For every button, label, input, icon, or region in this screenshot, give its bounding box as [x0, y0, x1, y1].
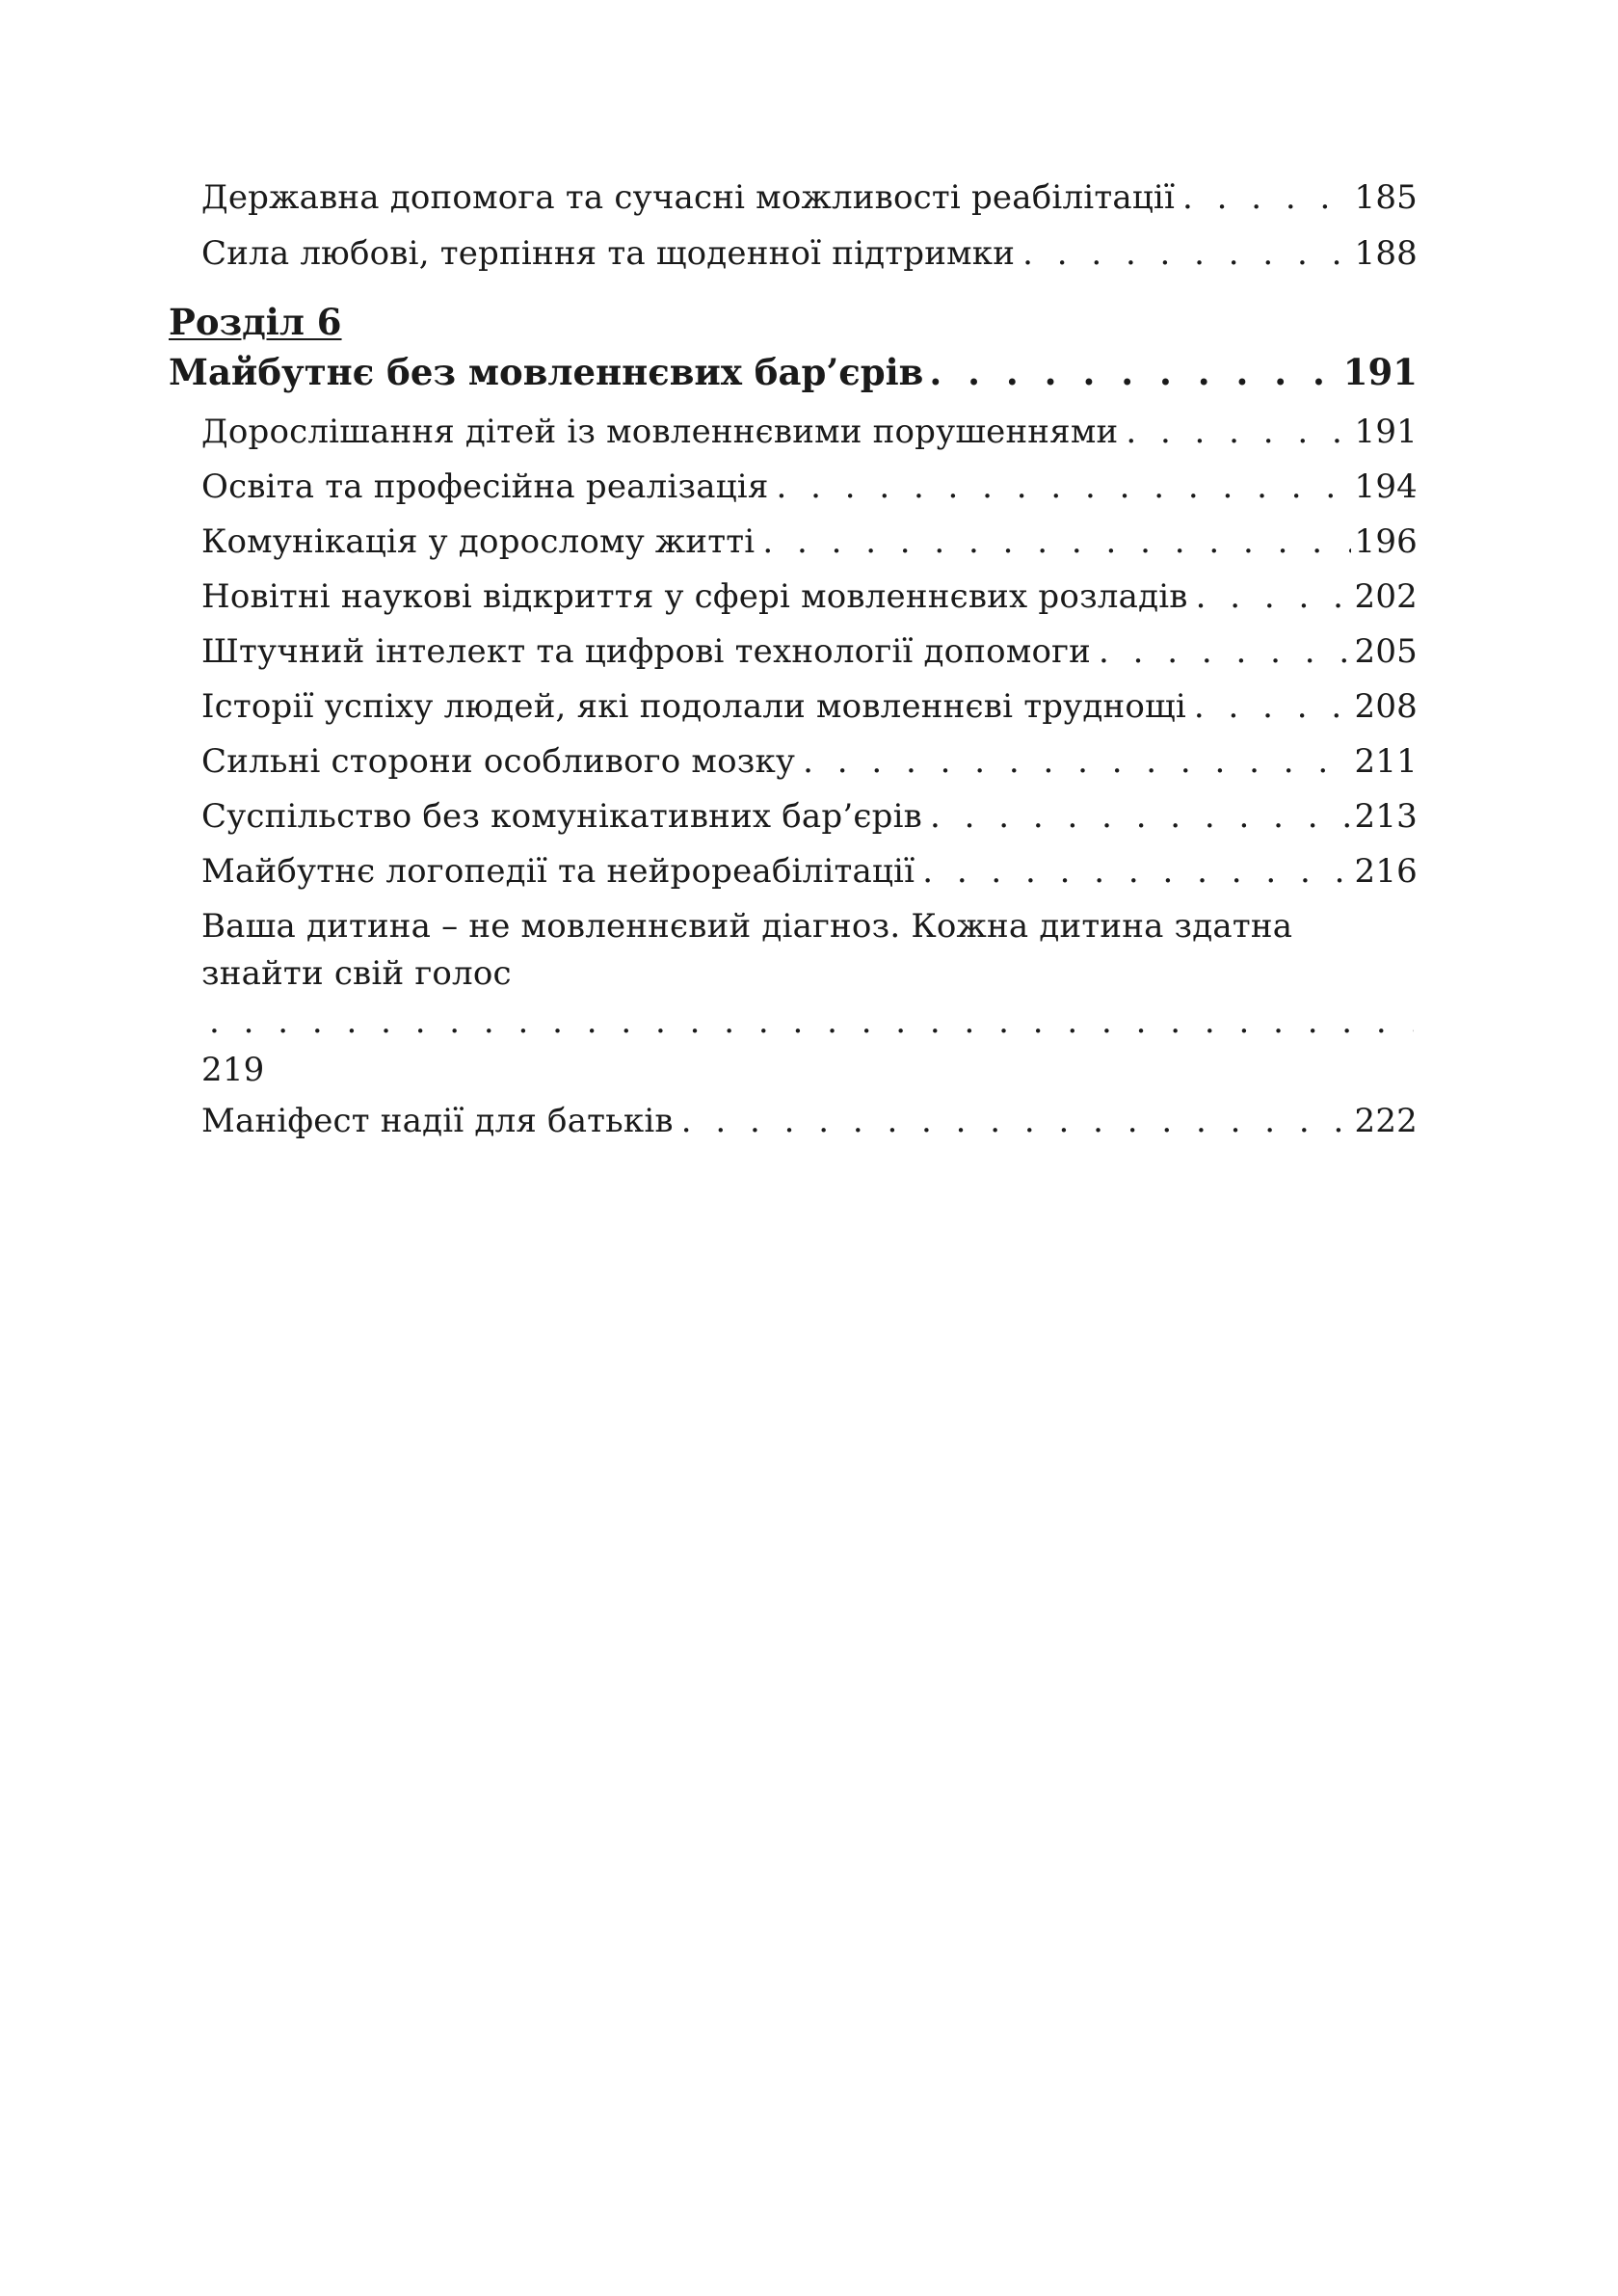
dot-leader [1182, 170, 1350, 226]
toc-entry[interactable] [169, 680, 1418, 734]
dot-leader [922, 844, 1350, 899]
toc-entry-page: 191 [1354, 413, 1418, 451]
toc-entry[interactable] [169, 625, 1418, 680]
toc-entry-title: Суспільство без комунікативних бар’єрів [201, 797, 922, 836]
toc-entry-title: Майбутнє логопедії та нейрореабілітації [201, 852, 915, 891]
dot-leader [1022, 226, 1350, 281]
toc-entry-title: Державна допомога та сучасні можливості реабілітації [201, 178, 1176, 217]
chapter-title: Майбутнє без мовленнєвих бар’єрів [169, 351, 924, 393]
toc-entry-page: 196 [1354, 522, 1418, 561]
toc-entry[interactable] [169, 844, 1418, 899]
toc-entry[interactable] [169, 515, 1418, 570]
chapter-label: Розділ 6 [169, 301, 342, 343]
chapter-page: 191 [1342, 351, 1418, 393]
toc-entry-title: Новітні наукові відкриття у сфері мовленнєвих розладів [201, 577, 1188, 616]
toc-entry-page: 188 [1354, 234, 1418, 273]
toc-entry-page: 219 [201, 1051, 265, 1089]
toc-entry-title: Історії успіху людей, які подолали мовленнєві труднощі [201, 687, 1186, 726]
toc-entry-page: 194 [1354, 467, 1418, 506]
dot-leader [209, 998, 1414, 1046]
dot-leader [1196, 570, 1351, 625]
toc-entry-title: Сильні сторони особливого мозку [201, 742, 796, 781]
toc-chapter-entry[interactable] [169, 345, 1418, 399]
table-of-contents [169, 170, 1418, 1149]
toc-entry-title-line2: знайти свій голос [201, 954, 512, 993]
toc-entry[interactable] [169, 405, 1418, 460]
toc-entry[interactable] [169, 1094, 1418, 1149]
dot-leader [762, 515, 1350, 570]
toc-entry-page: 222 [1354, 1102, 1418, 1140]
toc-entry-title: Сила любові, терпіння та щоденної підтримки [201, 234, 1016, 273]
toc-entry-title: Комунікація у дорослому житті [201, 522, 756, 561]
toc-entry-page: 216 [1354, 852, 1418, 891]
dot-leader [1126, 405, 1350, 460]
toc-entry-title: Освіта та професійна реалізація [201, 467, 769, 506]
toc-entry-page: 211 [1354, 742, 1418, 781]
toc-entry-page: 202 [1354, 577, 1418, 616]
toc-entry[interactable] [169, 734, 1418, 789]
dot-leader [929, 345, 1337, 399]
toc-entry[interactable] [169, 789, 1418, 844]
toc-entry-title: Дорослішання дітей із мовленнєвими порушеннями [201, 413, 1119, 451]
chapter-heading [169, 281, 1418, 345]
toc-entry[interactable] [169, 570, 1418, 625]
toc-entry-page: 205 [1354, 632, 1418, 671]
toc-entry-page: 208 [1354, 687, 1418, 726]
toc-entry-title-line1: Ваша дитина – не мовленнєвий діагноз. Кожна дитина здатна [201, 907, 1293, 946]
toc-entry-page: 185 [1354, 178, 1418, 217]
dot-leader [776, 460, 1350, 515]
toc-entry[interactable] [169, 460, 1418, 515]
dot-leader [681, 1094, 1351, 1149]
toc-entry-state-help[interactable] [169, 170, 1418, 226]
toc-entry-page: 213 [1354, 797, 1418, 836]
dot-leader [1194, 680, 1351, 734]
toc-entry-two-line[interactable] [169, 903, 1418, 1094]
toc-entry-title: Штучний інтелект та цифрові технології допомоги [201, 632, 1092, 671]
dot-leader [803, 734, 1350, 789]
dot-leader [930, 789, 1351, 844]
toc-entry-title: Маніфест надії для батьків [201, 1102, 674, 1140]
toc-entry-love-support[interactable] [169, 226, 1418, 281]
dot-leader [1099, 625, 1350, 680]
